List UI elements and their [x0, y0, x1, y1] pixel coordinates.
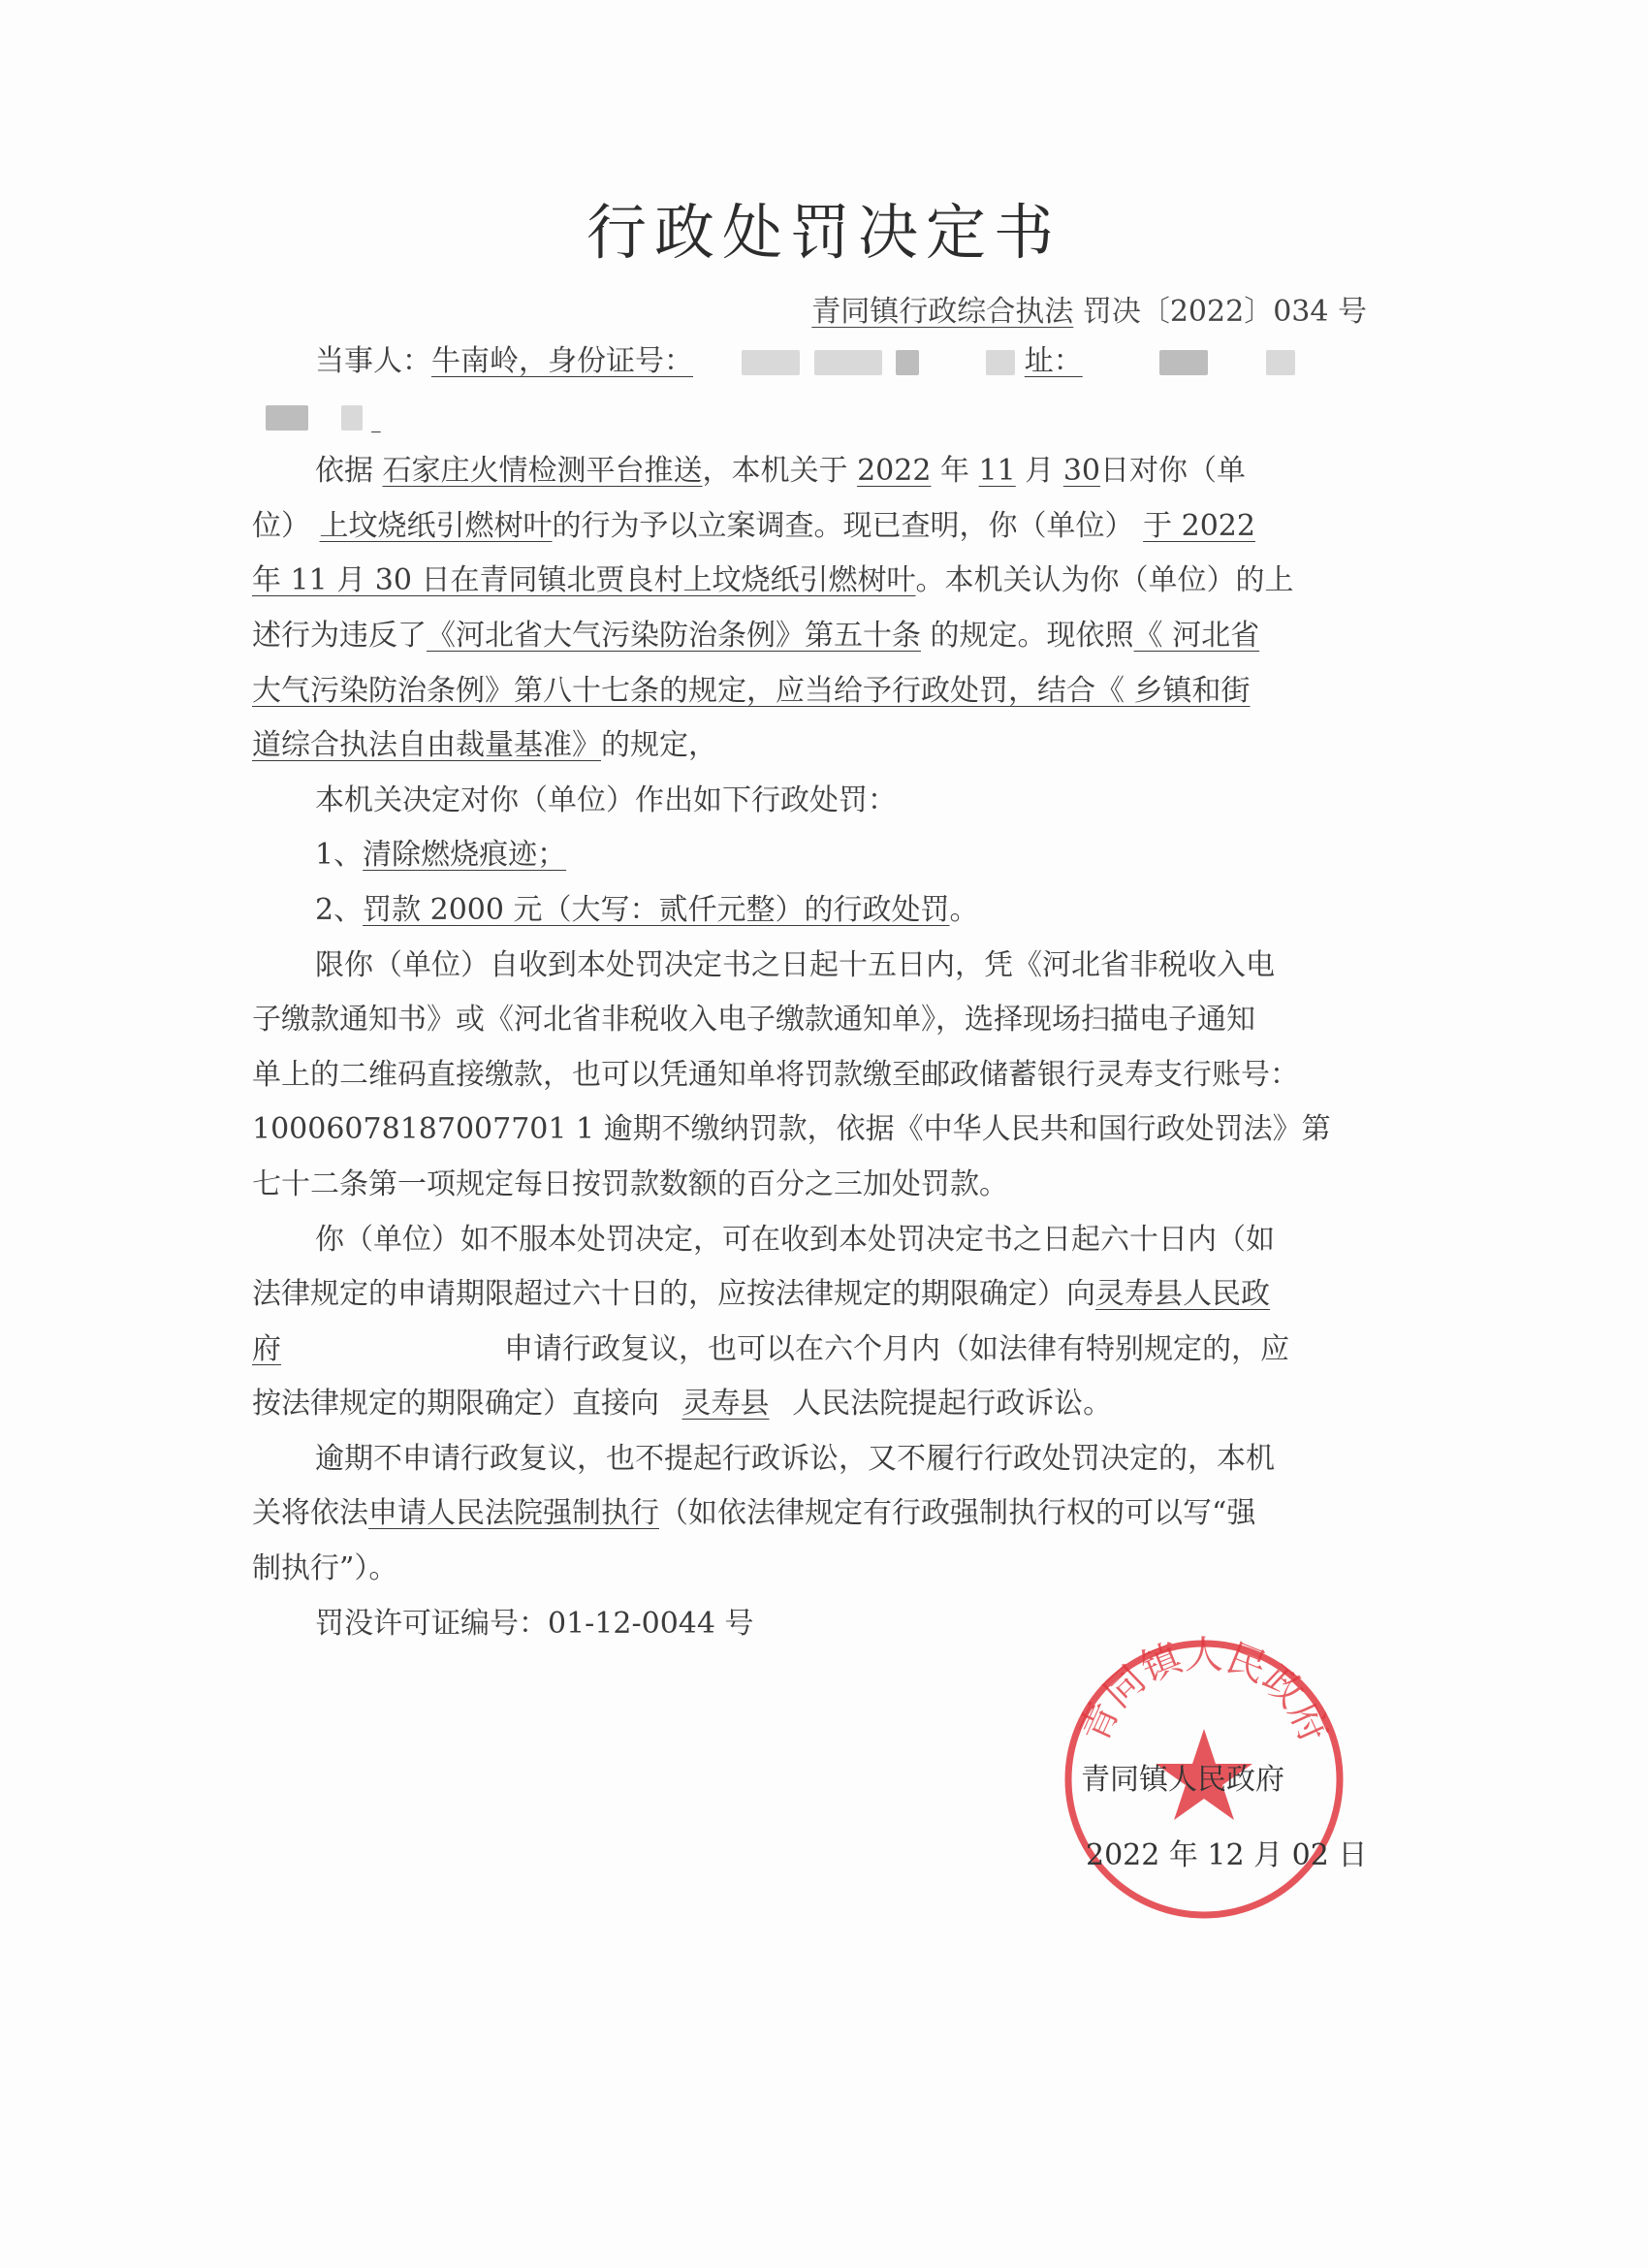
party-address-line [252, 390, 1367, 445]
signing-authority: 青同镇人民政府 [1081, 1763, 1284, 1797]
violation-detail: 年 11 月 30 日在青同镇北贾良村上坟烧纸引燃树叶 [252, 563, 916, 598]
payment-line4: 10006078187007701 1 逾期不缴纳罚款，依据《中华人民共和国行政处罚法》第 [252, 1112, 1331, 1147]
redacted-block [341, 405, 363, 431]
text: 的规定。现依照 [930, 618, 1134, 653]
text: ，本机关于 [702, 454, 848, 489]
enforcement-method: 申请人民法院强制执行 [368, 1496, 659, 1531]
enforcement-line1: 逾期不申请行政复议，也不提起行政诉讼，又不履行行政处罚决定的，本机 [315, 1441, 1275, 1476]
text: 位） [252, 508, 310, 543]
decision-intro: 本机关决定对你（单位）作出如下行政处罚： [315, 783, 897, 817]
text: 月 [1025, 454, 1055, 489]
text: 年 [940, 454, 969, 489]
case-year: 2022 [857, 454, 932, 489]
court-county: 灵寿县 [681, 1387, 770, 1421]
payment-line3: 单上的二维码直接缴款，也可以凭通知单将罚款缴至邮政储蓄银行灵寿支行账号： [252, 1057, 1299, 1092]
payment-line1: 限你（单位）自收到本处罚决定书之日起十五日内，凭《河北省非税收入电 [315, 947, 1275, 982]
party-label: 当事人： [315, 344, 431, 378]
item-number: 1、 [315, 838, 364, 873]
redacted-block [986, 350, 1015, 375]
party-line [252, 335, 1367, 390]
payment-line2: 子缴款通知书》或《河北省非税收入电子缴款通知单》，选择现场扫描电子通知 [252, 1003, 1255, 1038]
redacted-block [742, 350, 800, 375]
text: 法律规定的申请期限超过六十日的，应按法律规定的期限确定）向 [252, 1277, 1095, 1312]
penalty-item-2 [252, 883, 1367, 939]
appeal-line2 [252, 1267, 1367, 1323]
text: （如依法律规定有行政强制执行权的可以写“强 [659, 1496, 1256, 1531]
appeal-line4 [252, 1377, 1367, 1432]
case-day: 30 [1062, 454, 1101, 489]
text: 日对你（单 [1100, 454, 1247, 489]
redacted-block [1159, 350, 1208, 375]
seal-text: 青同镇人民政府 [1071, 1634, 1337, 1749]
enforcement-line3: 制执行”）。 [252, 1551, 398, 1586]
case-month: 11 [978, 454, 1016, 489]
redacted-block [266, 405, 308, 431]
violated-regulation: 《河北省大气污染防治条例》第五十条 [427, 618, 921, 653]
text: 的行为予以立案调查。现已查明，你（单位） [552, 508, 1134, 543]
document-number [811, 287, 1367, 330]
para1-line1 [252, 444, 1367, 499]
review-authority: 灵寿县人民政 [1095, 1277, 1270, 1312]
address-blank [371, 390, 429, 445]
redacted-block [814, 350, 882, 375]
para1-line4 [252, 609, 1367, 664]
item-text: 罚款 2000 元（大写：贰仟元整）的行政处罚 [363, 892, 950, 927]
applied-regulation: 《 河北省 [1133, 618, 1260, 653]
signing-date: 2022 年 12 月 02 日 [1086, 1838, 1368, 1872]
text: 按法律规定的期限确定）直接向 [252, 1387, 659, 1421]
applied-regulation: 大气污染防治条例》第八十七条的规定，应当给予行政处罚，结合《 乡镇和街 [252, 673, 1251, 708]
basis-source: 石家庄火情检测平台推送 [382, 454, 703, 489]
text: 于 2022 [1143, 508, 1255, 543]
penalty-item-1 [252, 828, 1367, 883]
para1-line6 [252, 719, 1367, 774]
item-number: 2、 [315, 892, 364, 927]
item-text: 清除燃烧痕迹； [363, 838, 567, 873]
text: 述行为违反了 [252, 618, 427, 653]
doc-number-org: 青同镇行政综合执法 [811, 295, 1074, 329]
text: 。 [949, 892, 979, 927]
redacted-block [1266, 350, 1295, 375]
doc-number-suffix: 罚决〔2022〕034 号 [1082, 295, 1367, 329]
para1-line5 [252, 664, 1367, 719]
review-authority: 府 [252, 1331, 281, 1366]
party-name-id: 牛南岭，身份证号： [431, 344, 693, 378]
redacted-block [896, 350, 919, 375]
appeal-line1: 你（单位）如不服本处罚决定，可在收到本处罚决定书之日起六十日内（如 [315, 1222, 1275, 1257]
text: 依据 [315, 454, 373, 489]
document-body [252, 335, 1367, 1651]
para1-line2 [252, 499, 1367, 555]
address-label: 址： [1024, 344, 1083, 378]
enforcement-line2 [252, 1486, 1367, 1542]
discretion-standard: 道综合执法自由裁量基准》 [252, 728, 601, 763]
text: 人民法院提起行政诉讼。 [792, 1387, 1113, 1421]
text: 。本机关认为你（单位）的上 [915, 563, 1294, 598]
text: 关将依法 [252, 1496, 368, 1531]
violation-act: 上坟烧纸引燃树叶 [319, 508, 553, 543]
text: 的规定， [601, 728, 717, 763]
para1-line3 [252, 554, 1367, 609]
document-title: 行政处罚决定书 [586, 197, 1062, 268]
text: 申请行政复议，也可以在六个月内（如法律有特别规定的，应 [504, 1331, 1289, 1366]
payment-line5: 七十二条第一项规定每日按罚款数额的百分之三加处罚款。 [252, 1166, 1008, 1201]
license-number: 罚没许可证编号：01-12-0044 号 [315, 1606, 754, 1641]
appeal-line3 [252, 1323, 1367, 1378]
